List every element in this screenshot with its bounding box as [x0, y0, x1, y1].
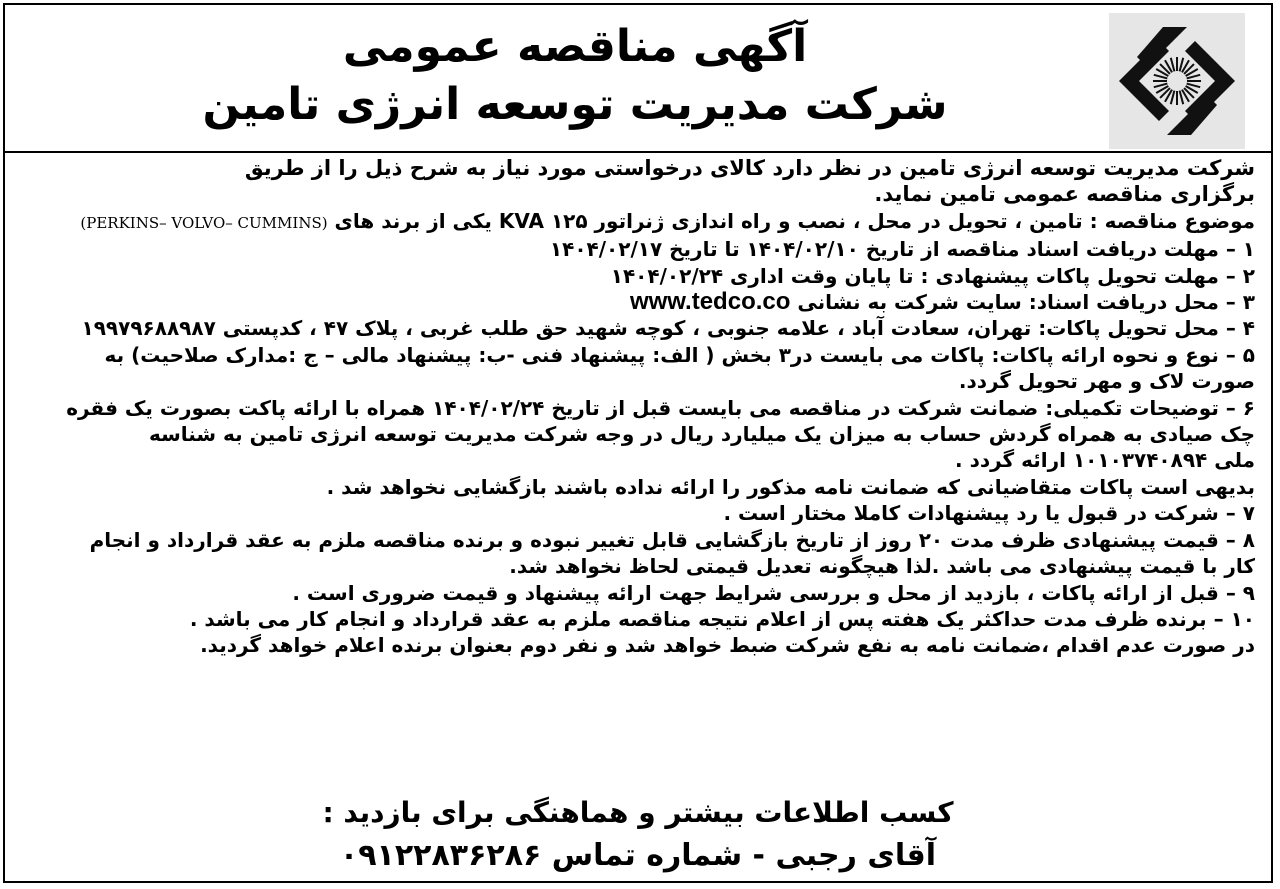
intro-line-2: برگزاری مناقصه عمومی تامین نماید. — [874, 182, 1255, 207]
item-6-cont-2: ملی ۱۰۱۰۳۷۴۰۸۹۴ ارائه گردد . — [955, 448, 1255, 473]
subject-brands: (PERKINS– VOLVO– CUMMINS) — [80, 213, 328, 232]
item-3-text: ۳ – محل دریافت اسناد: سایت شرکت به نشانی — [790, 290, 1255, 315]
notice-title: آگهی مناقصه عمومی — [342, 21, 808, 72]
item-10: ۱۰ – برنده ظرف مدت حداکثر یک هفته پس از اعلام نتیجه مناقصه ملزم به عقد قرارداد و انجام کار می باشد . — [189, 606, 1255, 631]
company-logo — [1109, 13, 1245, 149]
item-7: ۷ – شرکت در قبول یا رد پیشنهادات کاملا مختار است . — [723, 501, 1255, 526]
company-name: شرکت مدیریت توسعه انرژی تامین — [202, 79, 948, 130]
notice-footer — [5, 793, 1271, 879]
contact-heading: کسب اطلاعات بیشتر و هماهنگی برای بازدید : — [322, 796, 954, 829]
item-8-cont: کار با قیمت پیشنهادی می باشد .لذا هیچگونه تعدیل قیمتی لحاظ نخواهد شد. — [509, 554, 1255, 579]
notice-frame — [3, 3, 1273, 883]
item-6: ۶ – توضیحات تکمیلی: ضمانت شرکت در مناقصه می بایست قبل از تاریخ ۱۴۰۴/۰۲/۲۴ همراه با ارائه پاکت بصورت یک فقره — [66, 395, 1255, 420]
item-6-cont-1: چک صیادی به همراه گردش حساب به میزان یک میلیارد ریال در وجه شرکت مدیریت توسعه انرژی تامین به شناسه — [148, 422, 1255, 447]
subject-label: موضوع مناقصه : — [1089, 208, 1255, 233]
contact-person-phone: آقای رجبی - شماره تماس ۰۹۱۲۲۸۳۶۲۸۶ — [339, 838, 937, 873]
subject-line — [23, 208, 1255, 236]
item-5-cont: صورت لاک و مهر تحویل گردد. — [958, 369, 1255, 394]
guarantee-note: بدیهی است پاکات متقاضیانی که ضمانت نامه مذکور را ارائه نداده باشند بازگشایی نخواهد شد . — [326, 474, 1255, 499]
forfeit-note: در صورت عدم اقدام ،ضمانت نامه به نفع شرکت ضبط خواهد شد و نفر دوم بعنوان برنده اعلام خواهد گردید. — [200, 633, 1255, 658]
item-9: ۹ – قبل از ارائه پاکات ، بازدید از محل و بررسی شرایط جهت ارائه پیشنهاد و قیمت ضروری است . — [292, 580, 1255, 605]
notice-body — [23, 155, 1255, 659]
intro-line-1: شرکت مدیریت توسعه انرژی تامین در نظر دارد کالای درخواستی مورد نیاز به شرح ذیل را از طریق — [244, 156, 1255, 180]
website-link[interactable]: www.tedco.co — [629, 288, 791, 316]
item-5: ۵ – نوع و نحوه ارائه پاکات: پاکات می بایست در۳ بخش ( الف: پیشنهاد فنی -ب: پیشنهاد مالی – ج :مدارک صلاحیت) به — [104, 342, 1255, 367]
item-1: ۱ – مهلت دریافت اسناد مناقصه از تاریخ ۱۴۰۴/۰۲/۱۰ تا تاریخ ۱۴۰۴/۰۲/۱۷ — [549, 237, 1255, 262]
title-block — [185, 19, 965, 135]
logo-emblem-icon — [1109, 13, 1245, 149]
item-4: ۴ – محل تحویل پاکات: تهران، سعادت آباد ، علامه جنوبی ، کوچه شهید حق طلب غربی ، پلاک ۴۷ ، کدپستی ۱۹۹۷۹۶۸۸۹۸۷ — [81, 316, 1255, 341]
item-8: ۸ – قیمت پیشنهادی ظرف مدت ۲۰ روز از تاریخ بازگشایی قابل تغییر نبوده و برنده مناقصه ملزم به عقد قرارداد و انجام — [89, 527, 1255, 552]
notice-header — [5, 5, 1271, 153]
subject-text: تامین ، تحویل در محل ، نصب و راه اندازی ژنراتور ۱۲۵ KVA یکی از برند های — [327, 208, 1090, 233]
item-3 — [23, 289, 1255, 315]
item-2: ۲ – مهلت تحویل پاکات پیشنهادی : تا پایان وقت اداری ۱۴۰۴/۰۲/۲۴ — [610, 263, 1255, 288]
